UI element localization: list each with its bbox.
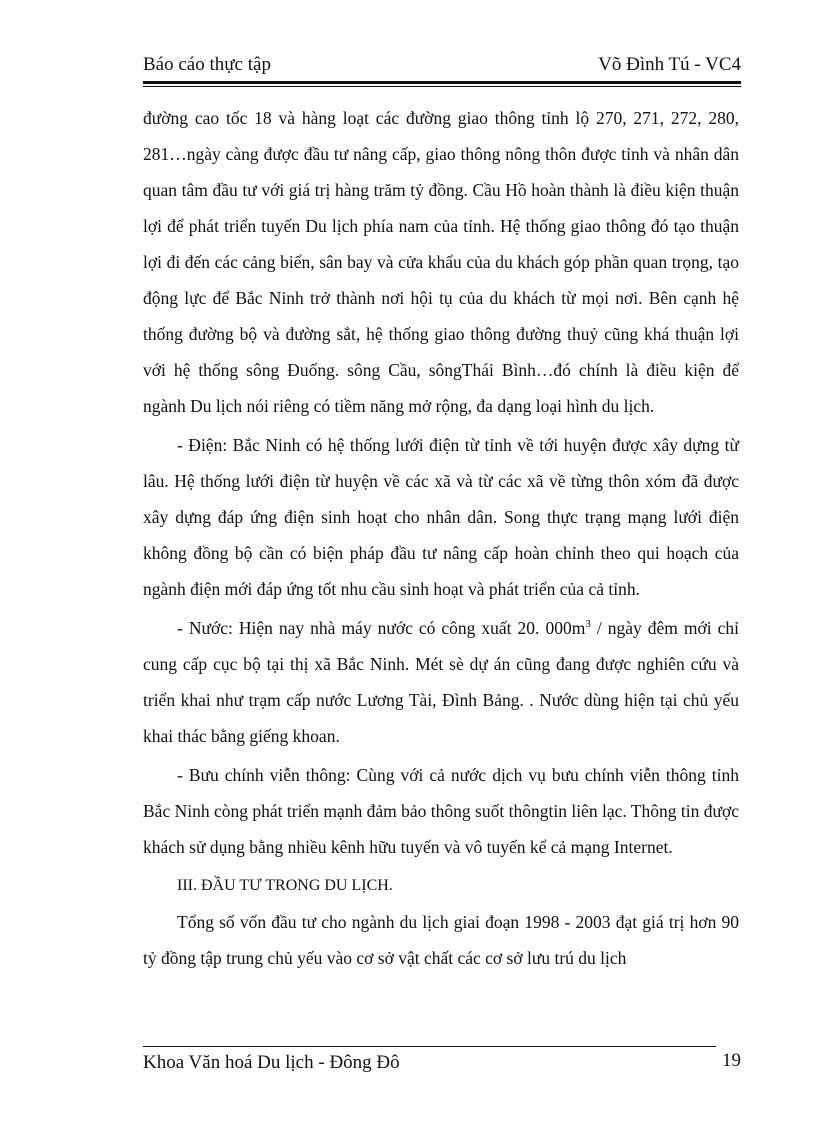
- water-text-end: / ngày đêm mới chỉ cung cấp cục bộ tại thị xã Bắc Ninh. Mét sè dự án cũng đang được nghiên cứu và triển khai như trạm cấp nước Lương Tài, Đình Bảng. . Nước dùng hiện tại chủ yếu khai thác bằng giếng khoan.: [143, 618, 739, 746]
- header-rule-thick: [143, 81, 741, 84]
- page-number: 19: [722, 1050, 741, 1071]
- paragraph-transport: đường cao tốc 18 và hàng loạt các đường giao thông tỉnh lộ 270, 271, 272, 280, 281…ngày càng được đầu tư nâng cấp, giao thông nông thôn được tỉnh và nhân dân quan tâm đầu tư với giá trị hàng trăm tỷ đồng. Cầu Hồ hoàn thành là điều kiện thuận lợi để phát triển tuyến Du lịch phía nam của tỉnh. Hệ thống giao thông đó tạo thuận lợi đi đến các cảng biển, sân bay và cửa khẩu của du khách góp phần quan trọng, tạo động lực để Bắc Ninh trở thành nơi hội tụ của du khách từ mọi nơi. Bên cạnh hệ thống đường bộ và đường sắt, hệ thống giao thông đường thuỷ cũng khá thuận lợi với hệ thống sông Đuống. sông Cầu, sôngThái Bình…đó chính là điều kiện để ngành Du lịch nói riêng có tiềm năng mở rộng, đa dạng loại hình du lịch.: [143, 108, 739, 416]
- header-author: Võ Đình Tú - VC4: [598, 54, 741, 75]
- footer-rule: [143, 1046, 716, 1047]
- header-rule-thin: [143, 86, 741, 87]
- paragraph-telecom: - Bưu chính viễn thông: Cùng với cả nước dịch vụ bưu chính viễn thông tỉnh Bắc Ninh còng phát triển mạnh đảm bảo thông suốt thôngtin liên lạc. Thông tin được khách sử dụng bằng nhiều kênh hữu tuyến và vô tuyến kể cả mạng Internet.: [143, 765, 739, 857]
- cubic-superscript: 3: [585, 618, 591, 631]
- section-heading: III. ĐẦU TƯ TRONG DU LỊCH.: [177, 877, 393, 894]
- footer-faculty: Khoa Văn hoá Du lịch - Đông Đô: [143, 1052, 400, 1073]
- body-text: [143, 100, 739, 976]
- page-header: [143, 50, 741, 78]
- paragraph-water: [143, 610, 739, 754]
- paragraph-electricity: - Điện: Bắc Ninh có hệ thống lưới điện từ tỉnh về tới huyện được xây dựng từ lâu. Hệ thống lưới điện từ huyện về các xã và từ các xã về từng thôn xóm đã được xây dựng đáp ứng điện sinh hoạt cho nhân dân. Song thực trạng mạng lưới điện không đồng bộ cần có biện pháp đầu tư nâng cấp hoàn chỉnh theo qui hoạch của ngành điện mới đáp ứng tốt nhu cầu sinh hoạt và phát triển của cả tỉnh.: [143, 435, 739, 599]
- paragraph-investment: Tổng số vốn đầu tư cho ngành du lịch giai đoạn 1998 - 2003 đạt giá trị hơn 90 tỷ đồng tập trung chủ yếu vào cơ sở vật chất các cơ sở lưu trú du lịch: [143, 912, 739, 968]
- header-report-title: Báo cáo thực tập: [143, 54, 271, 75]
- water-text-start: - Nước: Hiện nay nhà máy nước có công xuất 20. 000m: [177, 618, 586, 638]
